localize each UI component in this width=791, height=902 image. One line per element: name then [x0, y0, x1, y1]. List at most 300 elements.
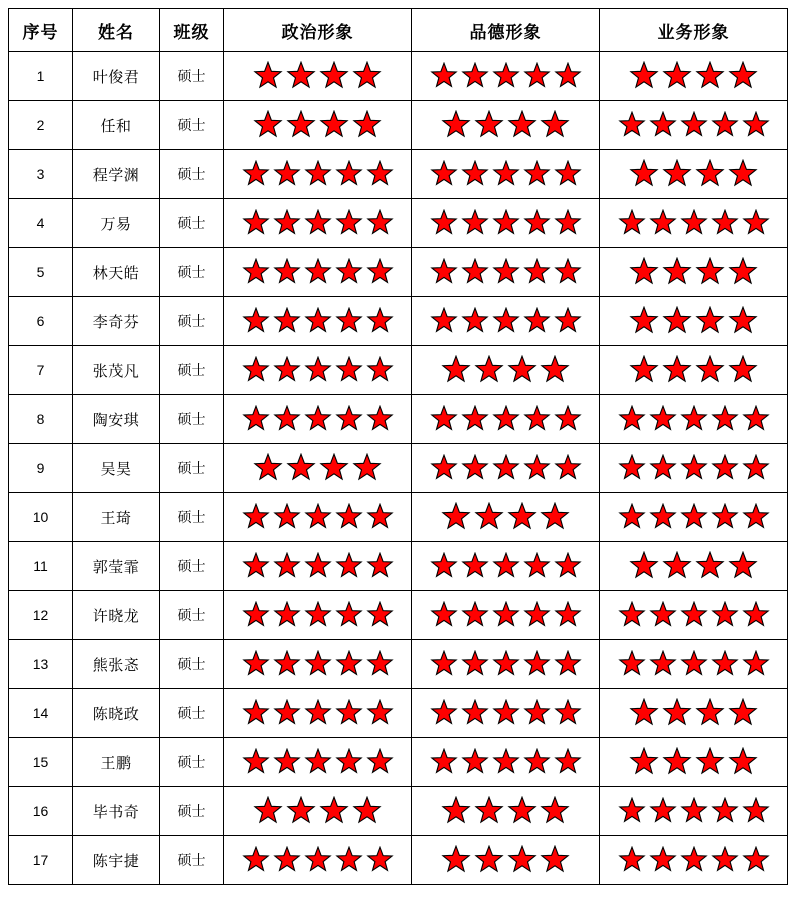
cell-moral-stars [412, 150, 600, 199]
star-icon [461, 160, 489, 188]
column-header-name: 姓名 [73, 9, 160, 52]
star-icon [742, 405, 770, 433]
star-icon [492, 552, 520, 580]
star-icon [430, 601, 458, 629]
star-icon [304, 405, 332, 433]
star-icon [662, 698, 692, 728]
star-rating [600, 199, 787, 247]
star-icon [629, 698, 659, 728]
star-icon [242, 699, 270, 727]
star-rating [600, 248, 787, 296]
star-icon [430, 62, 458, 90]
cell-class: 硕士 [160, 248, 224, 297]
star-icon [695, 355, 725, 385]
cell-index: 4 [9, 199, 73, 248]
star-icon [742, 797, 770, 825]
cell-moral-stars [412, 787, 600, 836]
star-icon [728, 551, 758, 581]
star-icon [335, 160, 363, 188]
star-icon [461, 650, 489, 678]
star-icon [507, 796, 537, 826]
star-icon [430, 650, 458, 678]
star-icon [273, 601, 301, 629]
star-rating [412, 689, 599, 737]
star-icon [492, 160, 520, 188]
cell-index: 16 [9, 787, 73, 836]
star-icon [461, 454, 489, 482]
star-icon [430, 160, 458, 188]
star-icon [507, 110, 537, 140]
table-row [9, 542, 788, 591]
cell-professional-stars [600, 150, 788, 199]
star-rating [600, 591, 787, 639]
star-rating [224, 444, 411, 492]
cell-political-stars [224, 297, 412, 346]
cell-class: 硕士 [160, 738, 224, 787]
cell-professional-stars [600, 52, 788, 101]
star-icon [649, 846, 677, 874]
star-icon [554, 650, 582, 678]
star-icon [461, 258, 489, 286]
table-row [9, 248, 788, 297]
cell-moral-stars [412, 542, 600, 591]
star-rating [224, 101, 411, 149]
star-icon [304, 699, 332, 727]
star-icon [286, 796, 316, 826]
cell-class: 硕士 [160, 395, 224, 444]
star-icon [474, 355, 504, 385]
cell-name: 陶安琪 [73, 395, 160, 444]
star-icon [335, 552, 363, 580]
star-icon [618, 405, 646, 433]
star-icon [474, 845, 504, 875]
star-icon [441, 845, 471, 875]
star-icon [242, 209, 270, 237]
column-header-moral: 品德形象 [412, 9, 600, 52]
table-row [9, 640, 788, 689]
star-icon [441, 502, 471, 532]
cell-moral-stars [412, 591, 600, 640]
star-icon [728, 159, 758, 189]
star-icon [253, 110, 283, 140]
cell-class: 硕士 [160, 346, 224, 395]
star-icon [286, 61, 316, 91]
cell-professional-stars [600, 542, 788, 591]
star-rating [224, 199, 411, 247]
cell-political-stars [224, 150, 412, 199]
cell-index: 8 [9, 395, 73, 444]
cell-professional-stars [600, 493, 788, 542]
star-icon [662, 61, 692, 91]
star-icon [335, 258, 363, 286]
star-icon [618, 650, 646, 678]
star-icon [242, 650, 270, 678]
star-icon [273, 258, 301, 286]
star-icon [711, 503, 739, 531]
star-icon [474, 502, 504, 532]
column-header-class: 班级 [160, 9, 224, 52]
star-icon [695, 159, 725, 189]
star-icon [492, 62, 520, 90]
star-icon [728, 257, 758, 287]
star-rating [224, 738, 411, 786]
star-rating [224, 689, 411, 737]
cell-political-stars [224, 689, 412, 738]
cell-political-stars [224, 640, 412, 689]
star-rating [412, 199, 599, 247]
cell-name: 李奇芬 [73, 297, 160, 346]
star-icon [742, 454, 770, 482]
star-icon [618, 601, 646, 629]
cell-moral-stars [412, 493, 600, 542]
cell-index: 9 [9, 444, 73, 493]
cell-political-stars [224, 346, 412, 395]
star-icon [680, 650, 708, 678]
star-icon [352, 110, 382, 140]
cell-name: 陈晓政 [73, 689, 160, 738]
star-icon [366, 748, 394, 776]
cell-professional-stars [600, 101, 788, 150]
star-icon [304, 748, 332, 776]
cell-index: 11 [9, 542, 73, 591]
star-rating [600, 101, 787, 149]
star-rating [412, 346, 599, 394]
star-icon [366, 307, 394, 335]
star-icon [304, 160, 332, 188]
star-icon [629, 306, 659, 336]
star-icon [461, 307, 489, 335]
cell-name: 万易 [73, 199, 160, 248]
star-icon [711, 797, 739, 825]
star-rating [600, 738, 787, 786]
star-icon [728, 747, 758, 777]
star-icon [742, 650, 770, 678]
star-icon [352, 796, 382, 826]
star-icon [273, 503, 301, 531]
star-rating [600, 395, 787, 443]
cell-moral-stars [412, 395, 600, 444]
cell-class: 硕士 [160, 297, 224, 346]
star-icon [441, 796, 471, 826]
star-icon [742, 111, 770, 139]
star-icon [335, 601, 363, 629]
cell-class: 硕士 [160, 493, 224, 542]
cell-class: 硕士 [160, 150, 224, 199]
cell-name: 王鹏 [73, 738, 160, 787]
star-icon [629, 355, 659, 385]
star-icon [507, 355, 537, 385]
star-icon [352, 453, 382, 483]
star-icon [540, 110, 570, 140]
star-icon [273, 552, 301, 580]
star-icon [711, 209, 739, 237]
star-icon [554, 699, 582, 727]
cell-name: 王琦 [73, 493, 160, 542]
star-icon [680, 797, 708, 825]
table-row [9, 738, 788, 787]
cell-class: 硕士 [160, 591, 224, 640]
star-icon [273, 650, 301, 678]
table-row [9, 101, 788, 150]
star-icon [441, 110, 471, 140]
star-rating [600, 52, 787, 100]
column-header-political: 政治形象 [224, 9, 412, 52]
cell-professional-stars [600, 738, 788, 787]
cell-professional-stars [600, 297, 788, 346]
cell-name: 林天皓 [73, 248, 160, 297]
table-row [9, 346, 788, 395]
star-rating [600, 640, 787, 688]
star-icon [492, 405, 520, 433]
star-icon [662, 355, 692, 385]
cell-index: 15 [9, 738, 73, 787]
column-header-index: 序号 [9, 9, 73, 52]
star-icon [304, 552, 332, 580]
star-icon [711, 405, 739, 433]
star-icon [662, 551, 692, 581]
star-icon [335, 846, 363, 874]
star-icon [430, 209, 458, 237]
star-icon [492, 307, 520, 335]
cell-moral-stars [412, 444, 600, 493]
star-icon [242, 405, 270, 433]
star-icon [430, 552, 458, 580]
star-icon [711, 111, 739, 139]
star-icon [662, 159, 692, 189]
star-icon [680, 846, 708, 874]
cell-name: 许晓龙 [73, 591, 160, 640]
cell-moral-stars [412, 836, 600, 885]
star-icon [618, 503, 646, 531]
star-icon [335, 748, 363, 776]
star-icon [242, 503, 270, 531]
cell-name: 郭莹霏 [73, 542, 160, 591]
star-icon [474, 110, 504, 140]
star-icon [695, 61, 725, 91]
star-icon [618, 209, 646, 237]
star-rating [600, 542, 787, 590]
star-icon [728, 61, 758, 91]
star-icon [304, 258, 332, 286]
star-icon [253, 453, 283, 483]
star-icon [366, 650, 394, 678]
star-icon [554, 601, 582, 629]
star-rating [412, 591, 599, 639]
star-icon [366, 160, 394, 188]
cell-class: 硕士 [160, 689, 224, 738]
star-icon [618, 454, 646, 482]
star-icon [366, 356, 394, 384]
cell-class: 硕士 [160, 542, 224, 591]
star-icon [662, 257, 692, 287]
cell-professional-stars [600, 444, 788, 493]
star-icon [540, 502, 570, 532]
table-row [9, 493, 788, 542]
star-icon [319, 453, 349, 483]
star-rating [412, 395, 599, 443]
star-icon [554, 62, 582, 90]
cell-political-stars [224, 248, 412, 297]
star-rating [600, 836, 787, 884]
star-rating [224, 787, 411, 835]
star-icon [253, 796, 283, 826]
cell-political-stars [224, 738, 412, 787]
star-icon [242, 846, 270, 874]
cell-index: 7 [9, 346, 73, 395]
star-icon [540, 355, 570, 385]
star-icon [554, 209, 582, 237]
star-rating [600, 346, 787, 394]
cell-professional-stars [600, 199, 788, 248]
star-icon [554, 552, 582, 580]
cell-class: 硕士 [160, 640, 224, 689]
star-icon [523, 454, 551, 482]
cell-moral-stars [412, 248, 600, 297]
star-icon [507, 845, 537, 875]
star-icon [304, 503, 332, 531]
star-rating [224, 297, 411, 345]
cell-index: 5 [9, 248, 73, 297]
star-icon [286, 110, 316, 140]
table-row [9, 395, 788, 444]
star-icon [540, 796, 570, 826]
star-icon [335, 356, 363, 384]
star-icon [554, 160, 582, 188]
star-icon [304, 356, 332, 384]
cell-name: 叶俊君 [73, 52, 160, 101]
star-rating [600, 787, 787, 835]
cell-political-stars [224, 395, 412, 444]
table-header [9, 9, 788, 52]
cell-moral-stars [412, 346, 600, 395]
cell-name: 熊张忞 [73, 640, 160, 689]
star-icon [474, 796, 504, 826]
star-rating [224, 836, 411, 884]
star-icon [319, 110, 349, 140]
cell-political-stars [224, 493, 412, 542]
cell-index: 17 [9, 836, 73, 885]
star-icon [629, 61, 659, 91]
cell-name: 陈宇捷 [73, 836, 160, 885]
star-icon [649, 503, 677, 531]
star-icon [273, 307, 301, 335]
cell-index: 10 [9, 493, 73, 542]
star-icon [430, 307, 458, 335]
star-rating [224, 395, 411, 443]
star-icon [662, 306, 692, 336]
star-icon [242, 552, 270, 580]
cell-class: 硕士 [160, 199, 224, 248]
table-row [9, 787, 788, 836]
star-icon [253, 61, 283, 91]
cell-professional-stars [600, 248, 788, 297]
table-row [9, 52, 788, 101]
star-icon [711, 454, 739, 482]
star-icon [242, 160, 270, 188]
star-icon [461, 601, 489, 629]
star-icon [492, 650, 520, 678]
table-row [9, 591, 788, 640]
star-icon [695, 551, 725, 581]
cell-professional-stars [600, 689, 788, 738]
star-rating [412, 248, 599, 296]
star-rating [412, 542, 599, 590]
star-icon [366, 209, 394, 237]
star-icon [461, 699, 489, 727]
star-icon [430, 699, 458, 727]
table-row [9, 297, 788, 346]
cell-professional-stars [600, 640, 788, 689]
star-icon [441, 355, 471, 385]
star-icon [242, 601, 270, 629]
star-icon [711, 846, 739, 874]
cell-class: 硕士 [160, 52, 224, 101]
star-icon [554, 748, 582, 776]
star-icon [430, 258, 458, 286]
cell-index: 12 [9, 591, 73, 640]
star-icon [492, 748, 520, 776]
star-rating [224, 640, 411, 688]
star-icon [523, 307, 551, 335]
star-icon [335, 503, 363, 531]
cell-moral-stars [412, 297, 600, 346]
star-icon [649, 209, 677, 237]
star-icon [742, 846, 770, 874]
star-icon [618, 111, 646, 139]
star-rating [412, 787, 599, 835]
cell-political-stars [224, 52, 412, 101]
star-icon [523, 62, 551, 90]
star-icon [695, 306, 725, 336]
star-rating [412, 444, 599, 492]
star-icon [728, 698, 758, 728]
star-icon [523, 405, 551, 433]
star-icon [523, 552, 551, 580]
star-icon [492, 258, 520, 286]
star-icon [335, 405, 363, 433]
star-icon [728, 306, 758, 336]
table-row [9, 836, 788, 885]
star-icon [554, 307, 582, 335]
cell-class: 硕士 [160, 787, 224, 836]
star-rating [224, 248, 411, 296]
star-icon [430, 405, 458, 433]
star-icon [649, 111, 677, 139]
star-rating [600, 150, 787, 198]
star-icon [629, 551, 659, 581]
star-icon [304, 846, 332, 874]
cell-name: 任和 [73, 101, 160, 150]
star-icon [273, 209, 301, 237]
student-rating-table [8, 8, 788, 885]
star-icon [523, 601, 551, 629]
star-icon [273, 356, 301, 384]
cell-political-stars [224, 542, 412, 591]
cell-professional-stars [600, 346, 788, 395]
star-icon [618, 797, 646, 825]
cell-professional-stars [600, 836, 788, 885]
star-icon [728, 355, 758, 385]
cell-moral-stars [412, 640, 600, 689]
star-icon [695, 747, 725, 777]
star-icon [649, 650, 677, 678]
star-icon [335, 699, 363, 727]
star-icon [649, 454, 677, 482]
star-icon [366, 552, 394, 580]
star-icon [273, 405, 301, 433]
star-rating [600, 444, 787, 492]
star-icon [242, 748, 270, 776]
